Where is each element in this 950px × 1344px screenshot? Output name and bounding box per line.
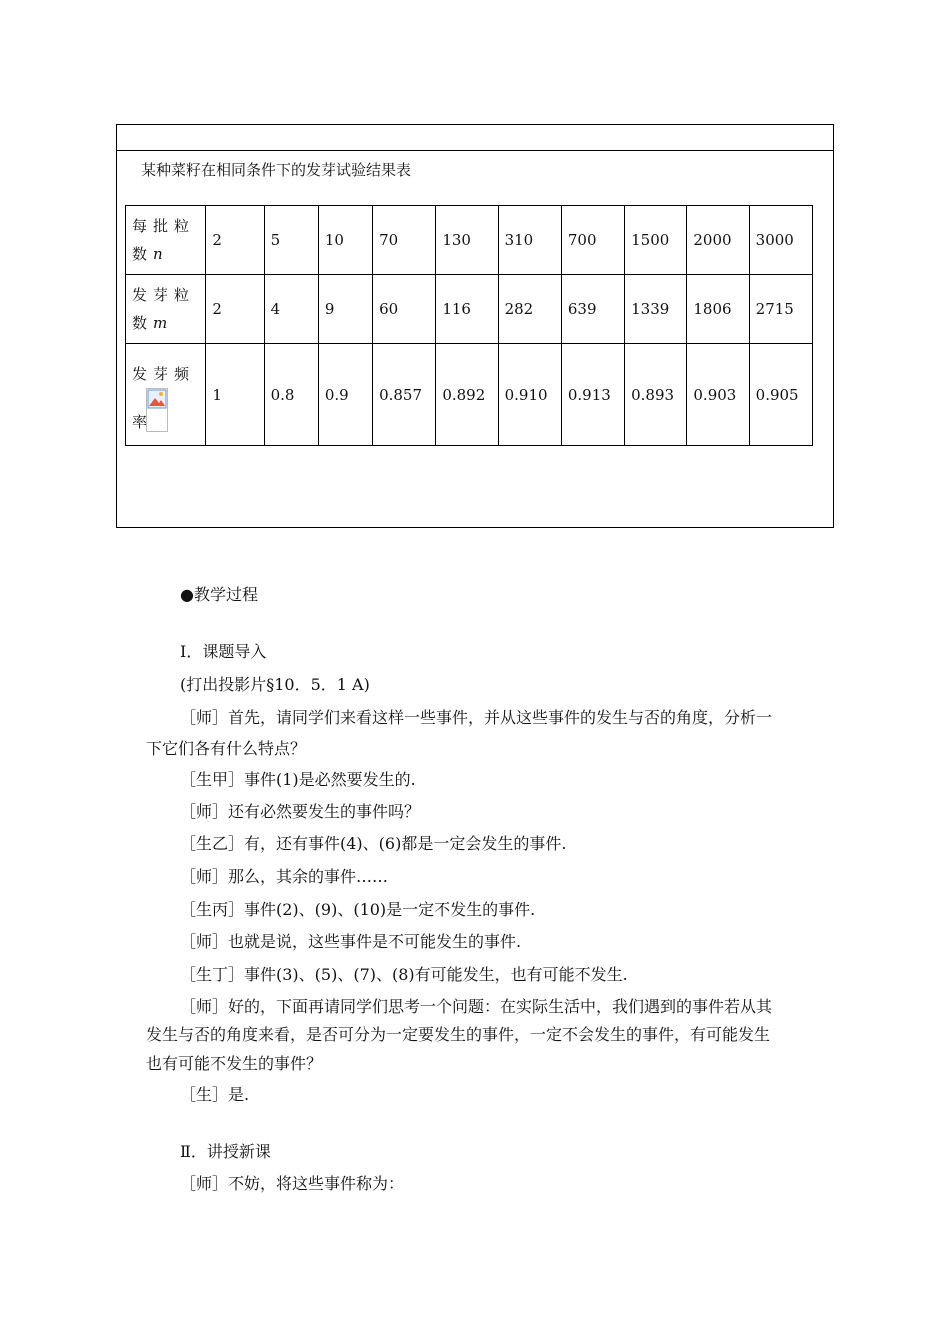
table-cell: 1806 <box>687 275 749 344</box>
heading-intro: Ⅰ．课题导入 <box>180 642 267 661</box>
table-cell: 310 <box>498 206 561 275</box>
row-header: 发芽频 率 <box>126 344 206 446</box>
table-cell: 3000 <box>749 206 812 275</box>
paragraph: ［生丁］事件(3)、(5)、(7)、(8)有可能发生，也有可能不发生. <box>180 965 628 984</box>
table-cell: 10 <box>318 206 372 275</box>
table-cell: 0.903 <box>687 344 749 446</box>
table-cell: 282 <box>498 275 561 344</box>
table-cell: 0.905 <box>749 344 812 446</box>
table-frame <box>116 124 834 528</box>
paragraph: (打出投影片§10．5．1 A) <box>180 675 370 694</box>
paragraph: 发生与否的角度来看，是否可分为一定要发生的事件，一定不会发生的事件，有可能发生 <box>146 1025 771 1044</box>
table-cell: 4 <box>264 275 318 344</box>
table-cell: 2715 <box>749 275 812 344</box>
table-cell: 60 <box>373 275 436 344</box>
table-cell: 0.910 <box>498 344 561 446</box>
table-cell: 5 <box>264 206 318 275</box>
paragraph: ［生甲］事件(1)是必然要发生的. <box>180 770 416 789</box>
table-cell: 1339 <box>625 275 687 344</box>
paragraph: ［生乙］有，还有事件(4)、(6)都是一定会发生的事件. <box>180 834 567 853</box>
paragraph: ［师］首先，请同学们来看这样一些事件，并从这些事件的发生与否的角度，分析一 <box>180 708 773 727</box>
table-cell: 700 <box>561 206 624 275</box>
paragraph: 也有可能不发生的事件？ <box>146 1054 323 1073</box>
table-cell: 70 <box>373 206 436 275</box>
row-header: 每批粒数n <box>126 206 206 275</box>
paragraph: 下它们各有什么特点？ <box>146 739 307 758</box>
paragraph: ［师］好的，下面再请同学们思考一个问题：在实际生活中，我们遇到的事件若从其 <box>180 997 773 1016</box>
paragraph: ［师］还有必然要发生的事件吗？ <box>180 802 421 821</box>
table-cell: 0.857 <box>373 344 436 446</box>
table-cell: 1500 <box>625 206 687 275</box>
paragraph: ［师］那么，其余的事件…… <box>180 867 389 886</box>
table-cell: 9 <box>318 275 372 344</box>
table-cell: 0.893 <box>625 344 687 446</box>
frame-top-line <box>117 150 833 151</box>
table-cell: 2 <box>206 275 264 344</box>
heading-new-lesson: Ⅱ．讲授新课 <box>180 1142 271 1161</box>
section-title: ●教学过程 <box>180 585 258 604</box>
table-row <box>126 344 813 446</box>
germination-table <box>125 205 813 446</box>
table-caption: 某种菜籽在相同条件下的发芽试验结果表 <box>141 161 412 179</box>
table-cell: 130 <box>436 206 498 275</box>
paragraph: ［生丙］事件(2)、(9)、(10)是一定不发生的事件. <box>180 900 536 919</box>
table-cell: 116 <box>436 275 498 344</box>
row-header: 发芽粒数m <box>126 275 206 344</box>
table-cell: 0.892 <box>436 344 498 446</box>
paragraph: ［师］也就是说，这些事件是不可能发生的事件. <box>180 932 522 951</box>
table-cell: 2000 <box>687 206 749 275</box>
table-cell: 1 <box>206 344 264 446</box>
table-row <box>126 206 813 275</box>
paragraph: ［师］不妨，将这些事件称为： <box>180 1174 405 1193</box>
paragraph: ［生］是. <box>180 1085 250 1104</box>
table-cell: 2 <box>206 206 264 275</box>
table-cell: 0.9 <box>318 344 372 446</box>
table-cell: 639 <box>561 275 624 344</box>
table-row <box>126 275 813 344</box>
table-cell: 0.8 <box>264 344 318 446</box>
table-cell: 0.913 <box>561 344 624 446</box>
